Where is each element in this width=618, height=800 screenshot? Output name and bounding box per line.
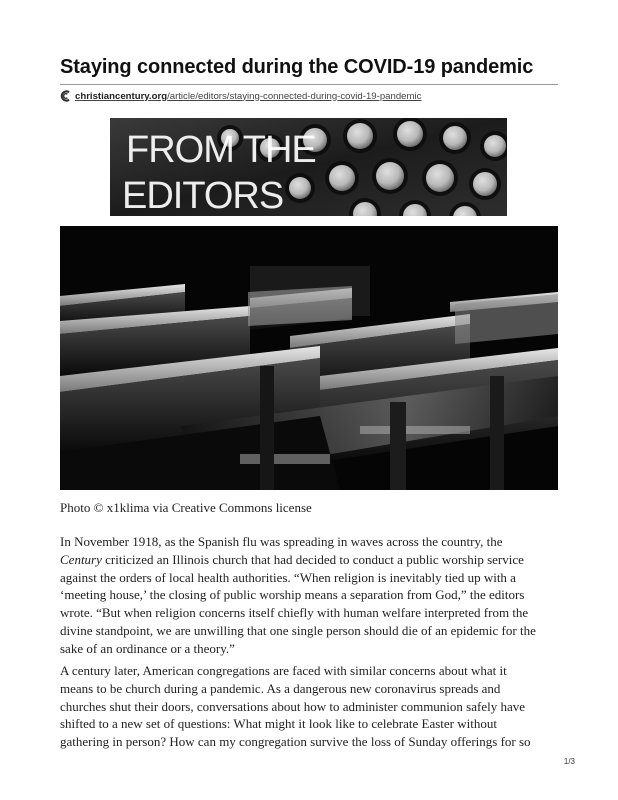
paragraph-2-line-3: churches shut their doors, conversations about how to administer communion safely have [60,698,526,714]
paragraph-2 [60,662,564,751]
banner-graphic [110,118,507,216]
source-domain: christiancentury.org [75,90,168,102]
source-line [60,88,421,104]
paragraph-1-line-2: Century criticized an Illinois church that had decided to conduct a public worship service [60,551,524,567]
paragraph-1-line-5: wrote. “But when religion concerns itself chiefly with human welfare interpreted from the [60,605,529,621]
paragraph-2-line-4: shifted to a new set of questions: What might it look like to celebrate Easter without [60,716,497,732]
title-divider [60,84,558,85]
paragraph-2-line-2: means to be church during a pandemic. As a dangerous new coronavirus spreads and [60,680,501,696]
paragraph-1-line-3: against the orders of local health authorities. “When religion is inevitably tied up with a [60,569,516,585]
photo-graphic [60,226,558,490]
source-link[interactable] [75,91,421,102]
article-title: Staying connected during the COVID-19 pandemic [60,56,534,78]
paragraph-2-line-1: A century later, American congregations are faced with similar concerns about what it [60,663,507,678]
christiancentury-logo-icon [60,90,71,102]
paragraph-2-line-5: gathering in person? How can my congregation survive the loss of Sunday offerings for so [60,734,531,750]
banner-line-1: FROM THE [126,129,316,171]
paragraph-1-line-6: divine standpoint, we are unwilling that one single person should die of an epidemic for the [60,622,536,638]
banner-line-2: EDITORS [122,175,284,216]
church-pews-photo [60,226,558,490]
page-number: 1/3 [563,757,575,766]
source-path: /article/editors/staying-connected-during-covid-19-pandemic [167,90,422,102]
publication-name: Century [60,551,102,567]
paragraph-1-line-7: sake of an ordinance or a theory.” [60,640,235,656]
paragraph-1-line-1: In November 1918, as the Spanish flu was spreading in waves across the country, the [60,534,503,549]
from-the-editors-banner [110,118,507,216]
paragraph-1-line-4: ‘meeting house,’ the closing of public worship means a separation from God,” the editors [60,587,525,603]
photo-caption: Photo © x1klima via Creative Commons license [60,500,312,515]
paragraph-1 [60,533,564,658]
